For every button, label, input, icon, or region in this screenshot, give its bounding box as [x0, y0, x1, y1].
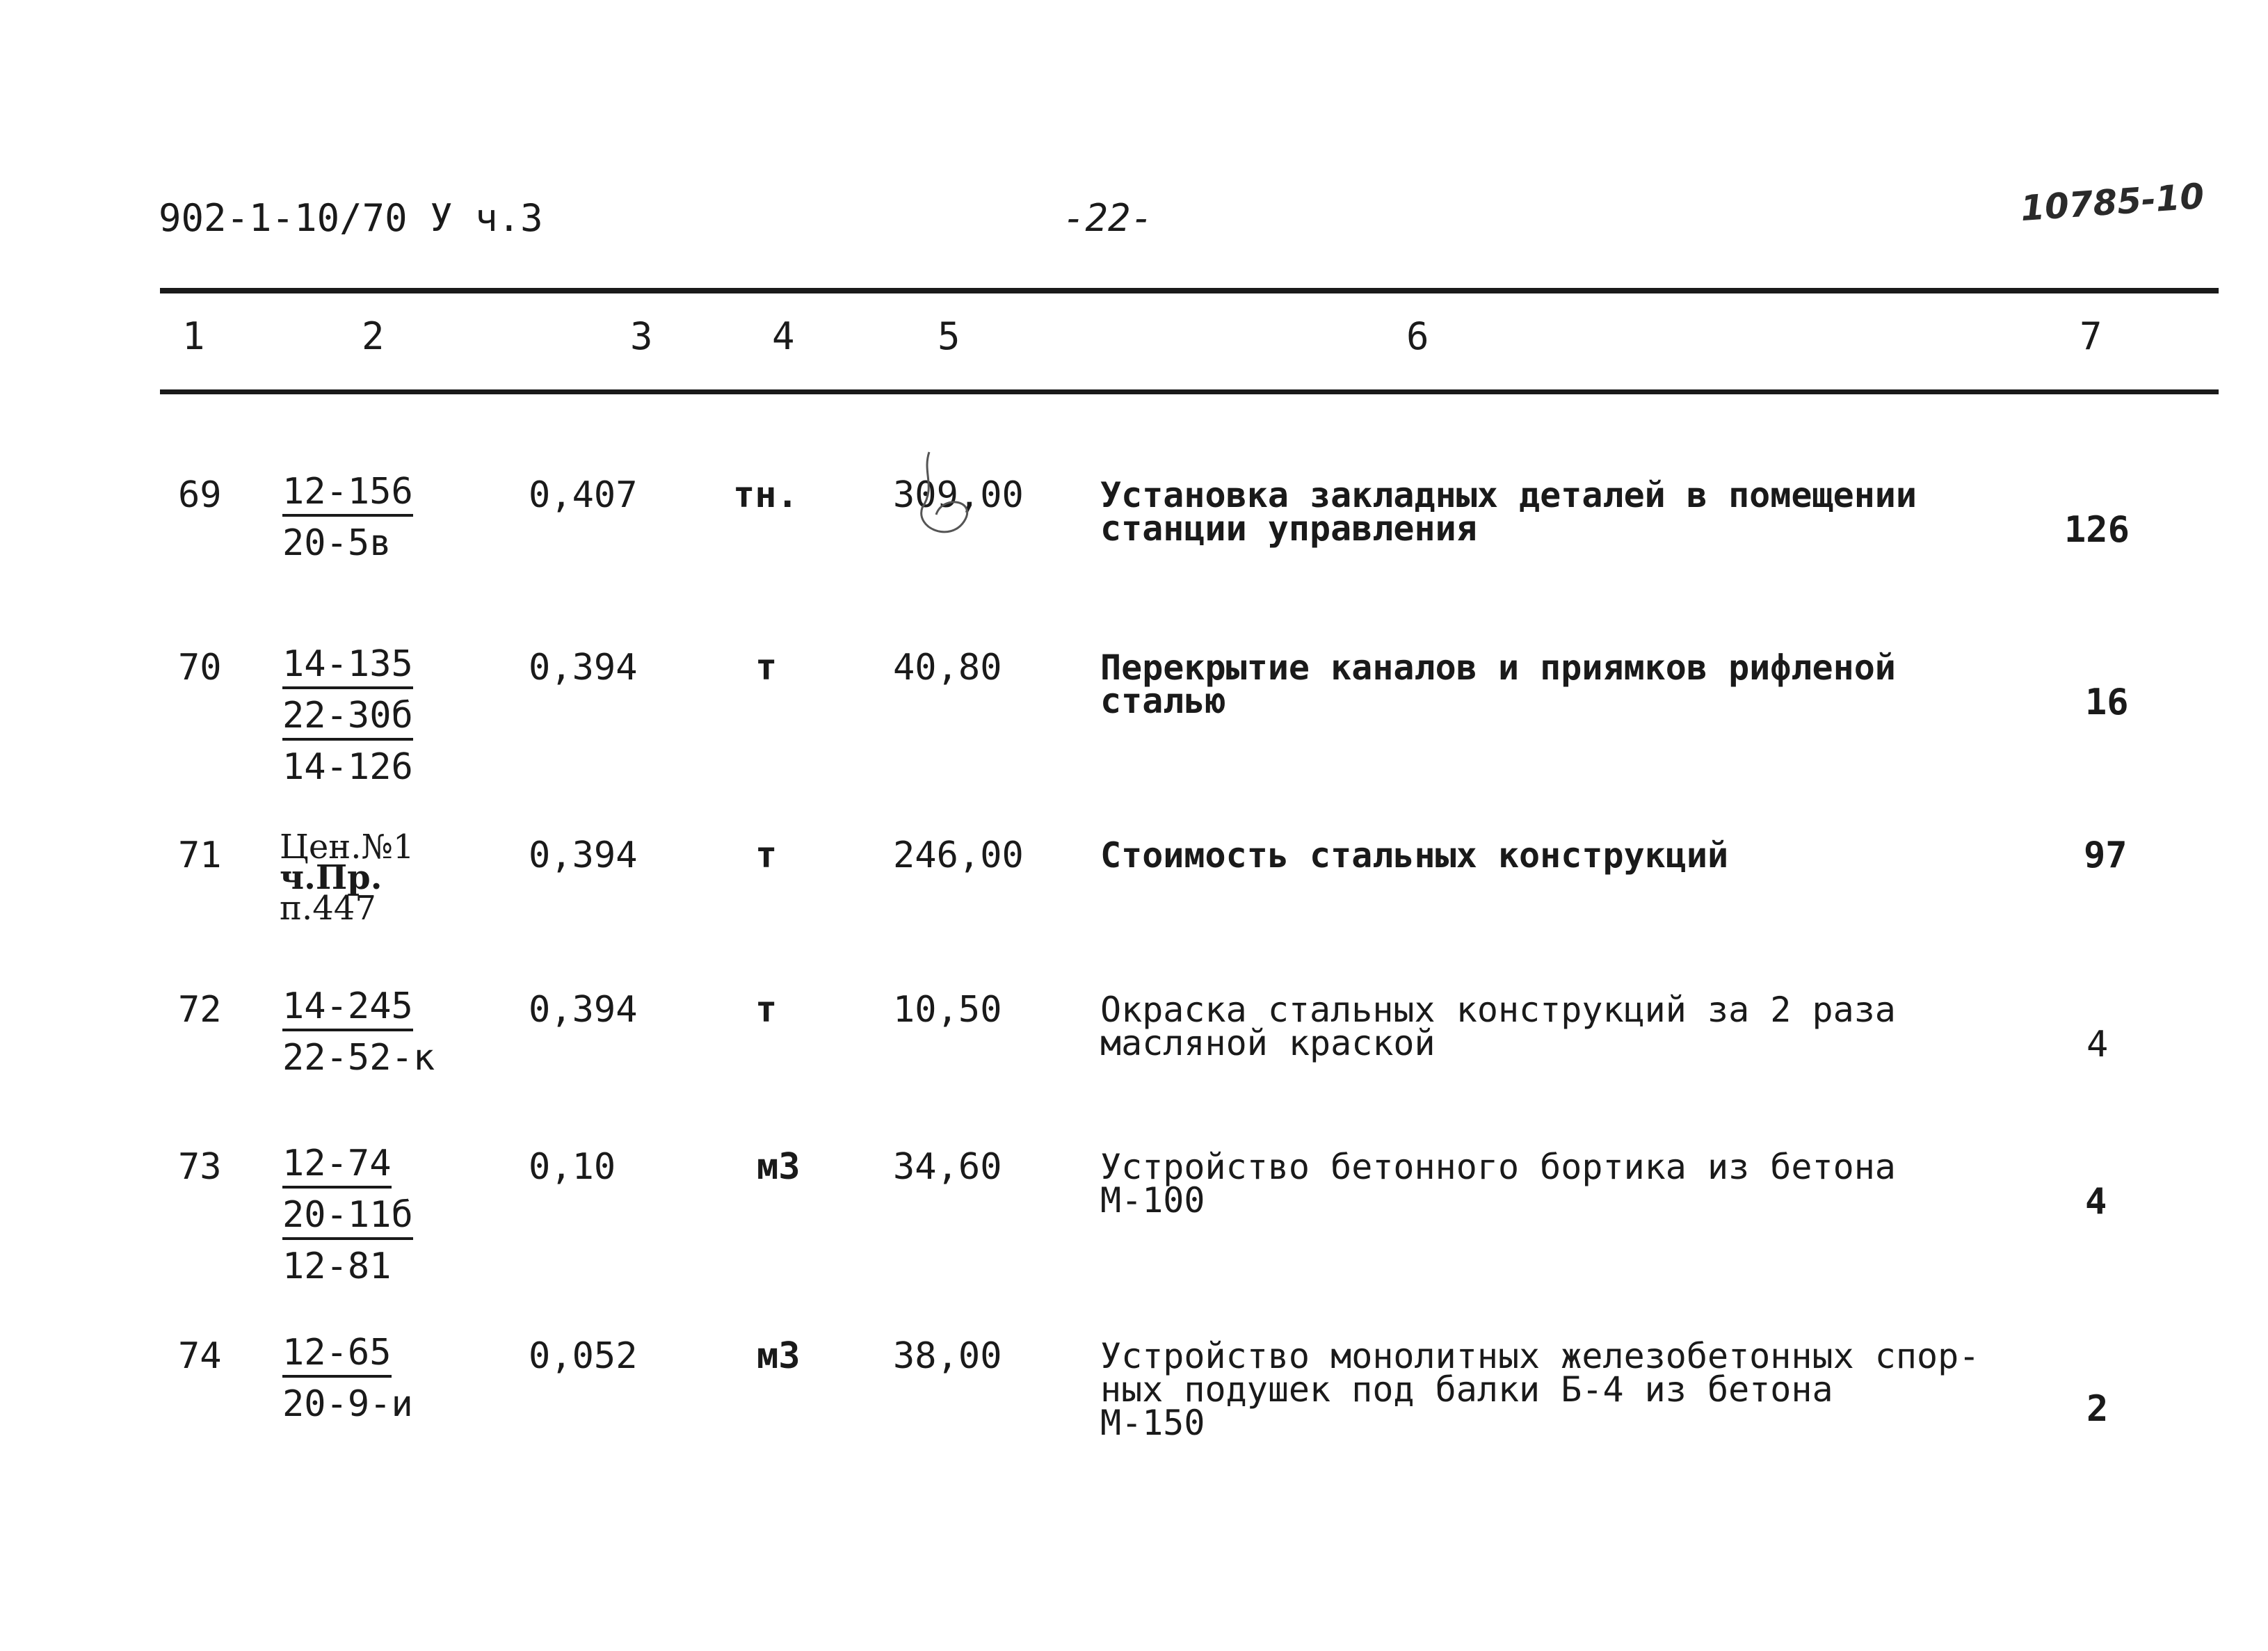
archive-stamp: 10785-10: [2019, 175, 2205, 229]
row-unit: м3: [757, 1146, 801, 1188]
row-quantity: 0,394: [529, 835, 638, 876]
row-total: 97: [2084, 835, 2128, 876]
row-price: 246,00: [893, 835, 1024, 876]
row-description: [1100, 990, 1896, 1063]
column-header-3: 3: [630, 314, 653, 358]
column-header-6: 6: [1406, 314, 1429, 358]
row-price: 38,00: [893, 1335, 1002, 1377]
column-header-2: 2: [362, 314, 385, 358]
row-price: 34,60: [893, 1146, 1002, 1188]
row-number: 70: [178, 647, 222, 688]
row-number: 72: [178, 989, 222, 1031]
row-number: 71: [178, 835, 222, 876]
row-codes: [282, 466, 413, 569]
row-total: 126: [2064, 509, 2130, 551]
column-header-5: 5: [938, 314, 960, 358]
column-header-1: 1: [182, 314, 205, 358]
description-line: Перекрытие каналов и приямков рифленой: [1100, 647, 1896, 688]
code-line: 14-245: [282, 985, 413, 1031]
code-line: 22-30б: [282, 695, 413, 741]
column-header-4: 4: [772, 314, 795, 358]
row-quantity: 0,394: [529, 989, 638, 1031]
row-total: 4: [2085, 1181, 2107, 1223]
table-header-rule: [160, 389, 2219, 394]
code-line: Цен.№1: [280, 828, 415, 867]
description-line: Окраска стальных конструкций за 2 раза: [1100, 990, 1896, 1030]
row-codes: [282, 981, 435, 1084]
row-number: 74: [178, 1335, 222, 1377]
description-line: Установка закладных деталей в помещении: [1100, 475, 1917, 515]
description-line: М-100: [1100, 1180, 1205, 1221]
row-number: 69: [178, 474, 222, 516]
code-line: 20-11б: [282, 1194, 413, 1240]
row-quantity: 0,10: [529, 1146, 616, 1188]
pencil-mark: [901, 445, 992, 549]
row-quantity: 0,394: [529, 647, 638, 688]
page-number: -22-: [1063, 196, 1154, 240]
row-unit: м3: [757, 1335, 801, 1377]
row-total: 2: [2086, 1388, 2109, 1430]
row-price: 10,50: [893, 989, 1002, 1031]
row-quantity: 0,052: [529, 1335, 638, 1377]
row-codes: [280, 828, 415, 928]
code-line: 12-156: [282, 471, 413, 517]
code-line: ч.Пр.: [280, 858, 383, 897]
description-line: Стоимость стальных конструкций: [1100, 835, 1729, 876]
row-number: 73: [178, 1146, 222, 1188]
code-line: 12-74: [282, 1143, 392, 1189]
row-price: 40,80: [893, 647, 1002, 688]
description-line: масляной краской: [1100, 1023, 1435, 1063]
column-header-7: 7: [2080, 314, 2102, 358]
row-description: [1100, 835, 1729, 876]
description-line: Устройство бетонного бортика из бетона: [1100, 1147, 1896, 1187]
row-price: 309,00: [893, 474, 1024, 516]
row-total: 16: [2085, 682, 2129, 723]
table-top-rule: [160, 288, 2219, 293]
row-total: 4: [2086, 1024, 2109, 1065]
code-line: 12-81: [282, 1246, 392, 1287]
code-line: 20-9-и: [282, 1383, 413, 1425]
row-codes: [282, 1327, 413, 1430]
row-codes: [282, 638, 413, 793]
row-unit: тн.: [733, 474, 798, 516]
row-unit: т: [755, 835, 778, 876]
row-description: [1100, 1336, 1980, 1443]
description-line: станции управления: [1100, 508, 1477, 549]
row-description: [1100, 647, 1896, 721]
row-description: [1100, 475, 1917, 549]
code-line: 14-135: [282, 643, 413, 689]
code-line: 22-52-к: [282, 1037, 435, 1079]
code-line: п.447: [280, 889, 376, 928]
code-line: 20-5в: [282, 522, 392, 564]
description-line: сталью: [1100, 681, 1226, 721]
row-unit: т: [755, 989, 778, 1031]
description-line: ных подушек под балки Б-4 из бетона: [1100, 1369, 1833, 1410]
row-description: [1100, 1147, 1896, 1221]
row-unit: т: [755, 647, 778, 688]
description-line: Устройство монолитных железобетонных спор-: [1100, 1336, 1980, 1376]
document-code: 902-1-10/70 У ч.3: [159, 196, 543, 240]
description-line: М-150: [1100, 1403, 1205, 1443]
row-codes: [282, 1138, 413, 1292]
row-quantity: 0,407: [529, 474, 638, 516]
code-line: 12-65: [282, 1332, 392, 1378]
code-line: 14-126: [282, 746, 413, 788]
